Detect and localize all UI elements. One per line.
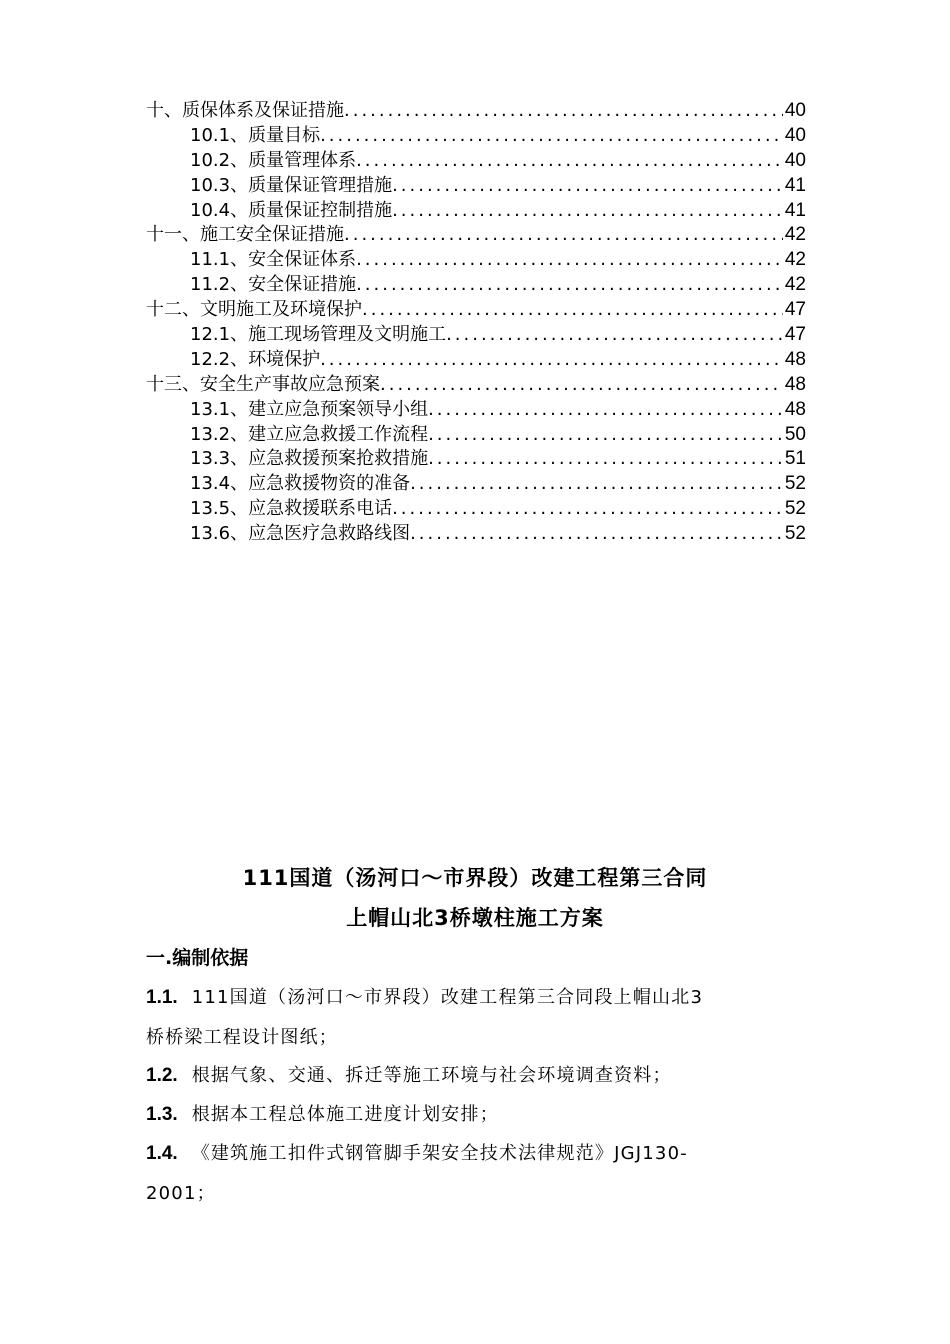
toc-entry-page-number: 47: [784, 299, 806, 321]
toc-entry: [146, 398, 806, 423]
toc-entry-title: 10.3、质量保证管理措施: [190, 174, 393, 196]
toc-dot-leader: [362, 298, 783, 323]
basis-item-2: [146, 1056, 810, 1096]
toc-entry: [146, 99, 806, 124]
toc-dot-leader: [320, 348, 783, 373]
toc-entry-title: 十、质保体系及保证措施: [146, 100, 344, 121]
toc-entry: [146, 223, 806, 248]
toc-entry-page-number: 52: [784, 473, 806, 495]
toc-dot-leader: [356, 248, 783, 273]
toc-entry: [146, 199, 806, 224]
toc-entry-page-number: 40: [784, 124, 806, 146]
toc-entry-title: 12.1、施工现场管理及文明施工: [190, 324, 447, 346]
toc-entry-page-number: 52: [784, 498, 806, 520]
toc-entry-page-number: 41: [784, 199, 806, 221]
toc-entry: [146, 273, 806, 298]
toc-entry: [146, 423, 806, 448]
toc-entry: [146, 124, 806, 149]
toc-entry: [146, 149, 806, 174]
toc-entry-page-number: 48: [784, 348, 806, 370]
toc-entry-title: 12.2、环境保护: [190, 348, 321, 370]
toc-entry: [146, 522, 806, 547]
toc-entry-page-number: 48: [784, 373, 806, 395]
toc-entry: [146, 447, 806, 472]
toc-entry-title: 13.5、应急救援联系电话: [190, 498, 393, 520]
toc-entry-title: 13.3、应急救援预案抢救措施: [190, 448, 429, 470]
toc-dot-leader: [428, 423, 783, 448]
toc-entry-page-number: 48: [784, 398, 806, 420]
toc-dot-leader: [320, 124, 783, 149]
toc-entry: [146, 472, 806, 497]
item-text: 《建筑施工扣件式钢管脚手架安全技术法律规范》JGJ130-: [191, 1143, 688, 1164]
toc-entry-page-number: 40: [784, 149, 806, 171]
toc-dot-leader: [392, 497, 783, 522]
basis-item-1-line-2: 桥桥梁工程设计图纸；: [146, 1027, 338, 1048]
toc-entry-page-number: 42: [784, 224, 806, 246]
toc-entry: [146, 323, 806, 348]
table-of-contents: [146, 99, 806, 547]
item-text: 根据本工程总体施工进度计划安排；: [191, 1104, 499, 1125]
toc-dot-leader: [392, 199, 783, 224]
toc-dot-leader: [356, 273, 783, 298]
toc-entry: [146, 174, 806, 199]
toc-entry-title: 13.2、建立应急救援工作流程: [190, 423, 429, 445]
toc-entry: [146, 298, 806, 323]
toc-entry-title: 13.6、应急医疗急救路线图: [190, 523, 411, 545]
document-title-line-1: 111国道（汤河口～市界段）改建工程第三合同: [242, 866, 708, 890]
toc-entry-page-number: 50: [784, 423, 806, 445]
toc-dot-leader: [380, 373, 783, 398]
toc-dot-leader: [446, 323, 783, 348]
basis-item-1-line-1: [146, 978, 810, 1018]
toc-entry-title: 13.4、应急救援物资的准备: [190, 473, 411, 495]
toc-dot-leader: [410, 522, 783, 547]
toc-entry-title: 十二、文明施工及环境保护: [146, 299, 362, 321]
toc-entry: [146, 497, 806, 522]
toc-dot-leader: [392, 174, 783, 199]
basis-item-1: [146, 978, 810, 1058]
toc-entry-title: 13.1、建立应急预案领导小组: [190, 398, 429, 420]
section-heading: 一.编制依据: [146, 947, 249, 969]
toc-entry-page-number: 42: [784, 274, 806, 296]
item-number: 1.4.: [146, 1143, 178, 1164]
basis-item-4-line-2: 2001；: [146, 1183, 216, 1204]
toc-entry-title: 11.2、安全保证措施: [190, 274, 357, 296]
item-number: 1.1.: [146, 987, 178, 1008]
toc-dot-leader: [428, 447, 783, 472]
toc-entry-title: 10.4、质量保证控制措施: [190, 199, 393, 221]
basis-item-4: [146, 1134, 810, 1214]
toc-dot-leader: [428, 398, 783, 423]
item-text: 根据气象、交通、拆迁等施工环境与社会环境调查资料；: [191, 1065, 672, 1086]
toc-entry-title: 11.1、安全保证体系: [190, 249, 357, 271]
item-number: 1.2.: [146, 1065, 178, 1086]
toc-entry-page-number: 42: [784, 249, 806, 271]
toc-entry-page-number: 51: [784, 448, 806, 470]
toc-dot-leader: [344, 223, 783, 248]
toc-dot-leader: [344, 99, 783, 124]
toc-dot-leader: [356, 149, 783, 174]
toc-entry: [146, 248, 806, 273]
toc-entry-title: 十三、安全生产事故应急预案: [146, 373, 380, 395]
toc-entry: [146, 373, 806, 398]
toc-entry-page-number: 41: [784, 174, 806, 196]
basis-item-3: [146, 1095, 810, 1135]
toc-entry: [146, 348, 806, 373]
item-number: 1.3.: [146, 1104, 178, 1125]
toc-entry-title: 10.1、质量目标: [190, 124, 321, 146]
item-text: 111国道（汤河口～市界段）改建工程第三合同段上帽山北3: [191, 987, 704, 1008]
toc-entry-title: 十一、施工安全保证措施: [146, 224, 344, 246]
toc-entry-page-number: 47: [784, 324, 806, 346]
toc-entry-page-number: 52: [784, 523, 806, 545]
toc-entry-page-number: 40: [784, 100, 806, 121]
toc-dot-leader: [410, 472, 783, 497]
toc-entry-title: 10.2、质量管理体系: [190, 149, 357, 171]
document-title-line-2: 上帽山北3桥墩柱施工方案: [346, 906, 604, 930]
